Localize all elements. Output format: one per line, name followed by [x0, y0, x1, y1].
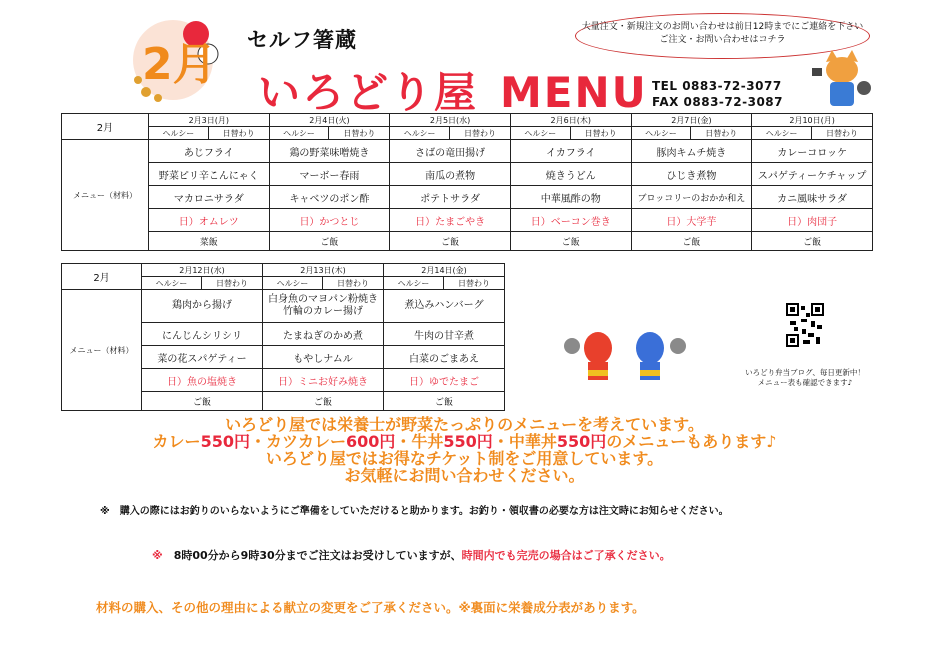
bubble-line-2: ご注文・お問い合わせはコチラ	[659, 35, 786, 45]
oni-mascots-illustration	[560, 318, 690, 388]
promo-gyudon: ・牛丼	[395, 432, 444, 451]
daily-header: 日替わり	[450, 127, 511, 140]
healthy-header: ヘルシー	[269, 127, 329, 140]
rice-item: ご飯	[390, 232, 511, 251]
menu-item: たまねぎのかめ煮	[263, 323, 384, 346]
qr-code[interactable]	[786, 303, 824, 347]
day-date: 2月14日(金)	[384, 264, 505, 277]
promo-price: 550円	[200, 432, 250, 451]
daily-header: 日替わり	[812, 127, 873, 140]
menu-table-week1	[61, 113, 873, 251]
menu-item: スパゲティーケチャップ	[752, 163, 873, 186]
menu-item: カレーコロッケ	[752, 140, 873, 163]
rice-item: 菜飯	[148, 232, 269, 251]
day-date: 2月10日(月)	[752, 114, 873, 127]
promo-price: 550円	[443, 432, 493, 451]
payment-note: ※ 購入の際にはお釣りのいらないようにご準備をしていただけると助かります。お釣り・領収書の必要な方は注文時にお知らせください。	[100, 506, 729, 517]
sold-out-text: 時間内でも完売の場合はご了承ください。	[461, 549, 671, 562]
healthy-header: ヘルシー	[631, 127, 691, 140]
rice-item: ご飯	[384, 392, 505, 411]
blog-line-1: いろどり弁当ブログ、毎日更新中！	[745, 368, 865, 377]
daily-special-item: 日）オムレツ	[148, 209, 269, 232]
menu-item: ひじき煮物	[631, 163, 752, 186]
day-date: 2月7日(金)	[631, 114, 752, 127]
day-date: 2月12日(水)	[142, 264, 263, 277]
rice-item: ご飯	[752, 232, 873, 251]
menu-item: 煮込みハンバーグ	[384, 290, 505, 323]
promo-text	[0, 416, 929, 484]
menu-item: あじフライ	[148, 140, 269, 163]
blog-line-2: メニュー表も確認できます♪	[757, 378, 853, 387]
healthy-header: ヘルシー	[142, 277, 202, 290]
menu-change-note: 材料の購入、その他の理由による献立の変更をご了承ください。※裏面に栄養成分表があります。	[96, 600, 645, 615]
daily-header: 日替わり	[691, 127, 752, 140]
daily-special-item: 日）大学芋	[631, 209, 752, 232]
daily-special-item: 日）魚の塩焼き	[142, 369, 263, 392]
menu-item: イカフライ	[510, 140, 631, 163]
rice-item: ご飯	[510, 232, 631, 251]
menu-item: キャベツのポン酢	[269, 186, 390, 209]
note-asterisk: ※	[152, 549, 163, 562]
menu-item: もやしナムル	[263, 346, 384, 369]
rice-item: ご飯	[269, 232, 390, 251]
menu-item: 鶏肉から揚げ	[142, 290, 263, 323]
daily-header: 日替わり	[323, 277, 384, 290]
menu-item: 中華風酢の物	[510, 186, 631, 209]
fax-number: FAX 0883-72-3087	[652, 95, 783, 109]
healthy-header: ヘルシー	[384, 277, 444, 290]
menu-item: 菜の花スパゲティー	[142, 346, 263, 369]
menu-item: さばの竜田揚げ	[390, 140, 511, 163]
healthy-header: ヘルシー	[510, 127, 570, 140]
month-badge-text: 2月	[142, 39, 217, 90]
healthy-header: ヘルシー	[148, 127, 208, 140]
daily-special-item: 日）かつとじ	[269, 209, 390, 232]
menu-item: にんじんシリシリ	[142, 323, 263, 346]
healthy-header: ヘルシー	[752, 127, 812, 140]
healthy-header: ヘルシー	[263, 277, 323, 290]
daily-special-item: 日）ベーコン巻き	[510, 209, 631, 232]
menu-item: マカロニサラダ	[148, 186, 269, 209]
promo-chukadon: ・中華丼	[492, 432, 557, 451]
menu-item: 野菜ピリ辛こんにゃく	[148, 163, 269, 186]
month-label: 2月	[62, 264, 142, 290]
promo-line-4: お気軽にお問い合わせください。	[344, 466, 585, 485]
blog-notice	[725, 368, 885, 388]
menu-item: カニ風味サラダ	[752, 186, 873, 209]
daily-header: 日替わり	[444, 277, 505, 290]
bubble-line-1: 大量注文・新規注文のお問い合わせは前日12時までにご連絡を下さい	[581, 22, 864, 32]
contact-numbers	[652, 78, 783, 110]
promo-line-3: いろどり屋ではお得なチケット制をご用意しています。	[265, 449, 664, 468]
rice-item: ご飯	[263, 392, 384, 411]
daily-special-item: 日）ゆでたまご	[384, 369, 505, 392]
menu-row-label: メニュー（材料）	[62, 140, 149, 251]
promo-price: 600円	[345, 432, 396, 451]
promo-line-1: いろどり屋では栄養士が野菜たっぷりのメニューを考えています。	[225, 415, 704, 434]
menu-item: 鶏の野菜味噌焼き	[269, 140, 390, 163]
promo-tail: のメニューもあります♪	[606, 432, 777, 451]
menu-item: 白菜のごまあえ	[384, 346, 505, 369]
rice-item: ご飯	[142, 392, 263, 411]
promo-curry: カレー	[152, 432, 201, 451]
day-date: 2月13日(木)	[263, 264, 384, 277]
month-label: 2月	[62, 114, 149, 140]
menu-item: 南瓜の煮物	[390, 163, 511, 186]
daily-special-item: 日）肉団子	[752, 209, 873, 232]
shop-subtitle: セルフ箸蔵	[247, 28, 357, 52]
promo-katsu-curry: ・カツカレー	[249, 432, 346, 451]
day-date: 2月3日(月)	[148, 114, 269, 127]
rice-item: ご飯	[631, 232, 752, 251]
daily-special-item: 日）たまごやき	[390, 209, 511, 232]
title-en: MENU	[500, 68, 648, 117]
menu-item: マーボー春雨	[269, 163, 390, 186]
daily-header: 日替わり	[329, 127, 390, 140]
title-jp: いろどり屋	[258, 68, 479, 117]
menu-item: 豚肉キムチ焼き	[631, 140, 752, 163]
menu-item: ポテトサラダ	[390, 186, 511, 209]
promo-price: 550円	[556, 432, 607, 451]
menu-row-label: メニュー（材料）	[62, 290, 142, 411]
menu-table-week2	[61, 263, 505, 411]
cat-chef-icon	[812, 48, 872, 113]
healthy-header: ヘルシー	[390, 127, 450, 140]
tel-number[interactable]: TEL 0883-72-3077	[652, 79, 782, 93]
daily-header: 日替わり	[208, 127, 269, 140]
day-date: 2月5日(水)	[390, 114, 511, 127]
menu-item: 白身魚のマヨパン粉焼き 竹輪のカレー揚げ	[263, 290, 384, 323]
day-date: 2月6日(木)	[510, 114, 631, 127]
order-hours-text: 8時00分から9時30分までご注文はお受けしていますが、	[162, 549, 462, 562]
promo-line-2	[0, 433, 929, 450]
daily-special-item: 日）ミニお好み焼き	[263, 369, 384, 392]
page-title	[258, 60, 648, 120]
daily-header: 日替わり	[202, 277, 263, 290]
day-date: 2月4日(火)	[269, 114, 390, 127]
menu-item: 焼きうどん	[510, 163, 631, 186]
order-hours-note	[152, 547, 671, 563]
menu-item: 牛肉の甘辛煮	[384, 323, 505, 346]
daily-header: 日替わり	[570, 127, 631, 140]
menu-item: ブロッコリーのおかか和え	[631, 186, 752, 209]
